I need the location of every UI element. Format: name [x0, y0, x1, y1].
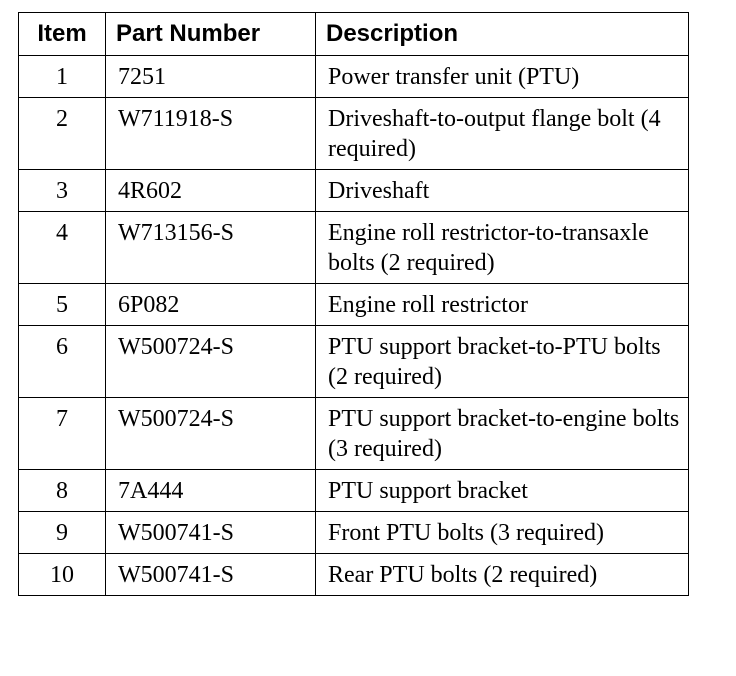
- table-row: [19, 554, 689, 596]
- item-number: 5: [19, 284, 106, 326]
- description: Driveshaft-to-output flange bolt (4 required): [316, 98, 689, 170]
- parts-table: [18, 12, 689, 596]
- table-row: [19, 326, 689, 398]
- header-part-number: Part Number: [106, 13, 316, 56]
- description: Engine roll restrictor: [316, 284, 689, 326]
- description: PTU support bracket-to-engine bolts (3 required): [316, 398, 689, 470]
- part-number: 7251: [106, 56, 316, 98]
- table-row: [19, 170, 689, 212]
- item-number: 3: [19, 170, 106, 212]
- header-description: Description: [316, 13, 689, 56]
- part-number: 6P082: [106, 284, 316, 326]
- table-row: [19, 512, 689, 554]
- item-number: 6: [19, 326, 106, 398]
- part-number: W500741-S: [106, 512, 316, 554]
- description: PTU support bracket: [316, 470, 689, 512]
- item-number: 4: [19, 212, 106, 284]
- part-number: W711918-S: [106, 98, 316, 170]
- table-row: [19, 56, 689, 98]
- header-item: Item: [19, 13, 106, 56]
- table-row: [19, 212, 689, 284]
- description: Driveshaft: [316, 170, 689, 212]
- item-number: 8: [19, 470, 106, 512]
- description: PTU support bracket-to-PTU bolts (2 required): [316, 326, 689, 398]
- table-row: [19, 398, 689, 470]
- header-row: [19, 13, 689, 56]
- item-number: 2: [19, 98, 106, 170]
- item-number: 1: [19, 56, 106, 98]
- item-number: 10: [19, 554, 106, 596]
- item-number: 7: [19, 398, 106, 470]
- part-number: W500724-S: [106, 326, 316, 398]
- table-row: [19, 470, 689, 512]
- table-row: [19, 98, 689, 170]
- part-number: 7A444: [106, 470, 316, 512]
- item-number: 9: [19, 512, 106, 554]
- description: Rear PTU bolts (2 required): [316, 554, 689, 596]
- description: Engine roll restrictor-to-transaxle bolts (2 required): [316, 212, 689, 284]
- part-number: W500741-S: [106, 554, 316, 596]
- table-row: [19, 284, 689, 326]
- part-number: W500724-S: [106, 398, 316, 470]
- part-number: W713156-S: [106, 212, 316, 284]
- description: Front PTU bolts (3 required): [316, 512, 689, 554]
- description: Power transfer unit (PTU): [316, 56, 689, 98]
- part-number: 4R602: [106, 170, 316, 212]
